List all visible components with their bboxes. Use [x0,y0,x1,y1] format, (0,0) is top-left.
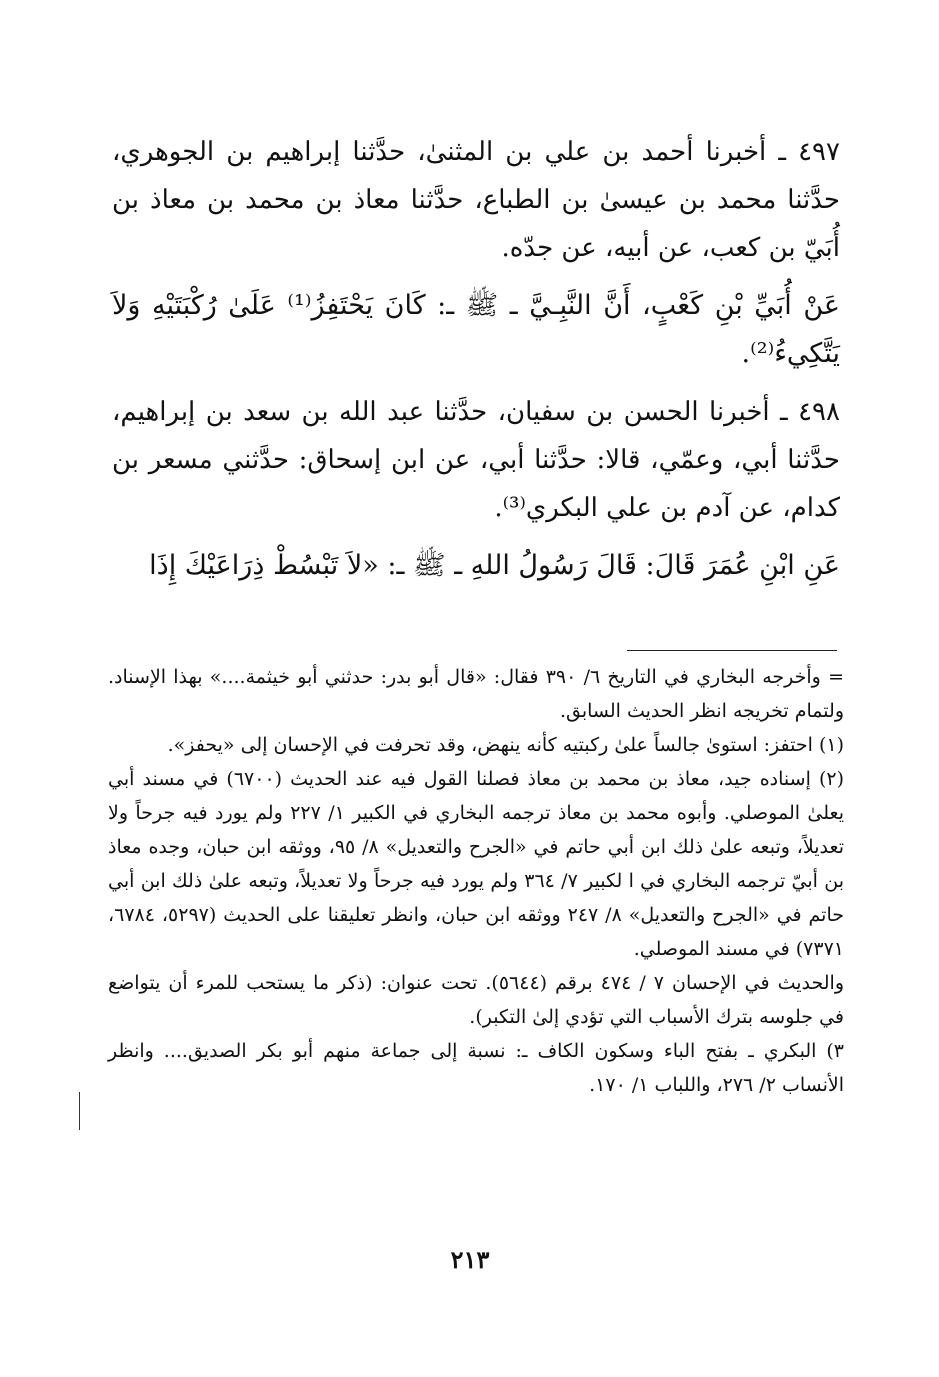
margin-mark [79,1092,80,1130]
footnote-1: (١) احتفز: استوىٰ جالساً علىٰ ركبتيه كأنه ينهض، وقد تحرفت في الإحسان إلى «يحفز». [167,734,844,756]
footnote-separator [627,650,837,651]
hadith-498-chain: ٤٩٨ ـ أخبرنا الحسن بن سفيان، حدَّثنا عبد الله بن سعد بن إبراهيم، حدَّثنا أبي، وعمّي، قالا: حدَّثنا أبي، عن ابن إسحاق: حدَّثني مسعر بن كدام، عن آدم بن علي البكري⁽³⁾. [112,397,840,523]
page-number: ٢١٣ [450,1245,490,1274]
hadith-498-text: عَنِ ابْنِ عُمَرَ قَالَ: قَالَ رَسُولُ اللهِ ـ ﷺ ـ: «لاَ تَبْسُطْ ذِرَاعَيْكَ إِذَا [149,550,840,581]
footnotes [108,660,844,1102]
footnote-2: (٢) إسناده جيد، معاذ بن محمد بن معاذ فصلنا القول فيه عند الحديث (٦٧٠٠) في مسند أبي يعلىٰ الموصلي. وأبوه محمد بن معاذ ترجمه البخاري في الكبير ١/ ٢٢٧ ولم يورد فيه جرحاً ولا تعديلاً، وتبعه علىٰ ذلك ابن أبي حاتم في «الجرح والتعديل» ٨/ ٩٥، ووثقه ابن حبان، وجده معاذ بن أبيّ ترجمه البخاري في ا لكبير ٧/ ٣٦٤ ولم يورد فيه جرحاً ولا تعديلاً، وتبعه علىٰ ذلك ابن أبي حاتم في «الجرح والتعديل» ٨/ ٢٤٧ ووثقه ابن حبان، وانظر تعليقنا على الحديث (٥٢٩٧، ٦٧٨٤، ٧٣٧١) في مسند الموصلي. [108,768,844,960]
hadith-497-text: عَنْ أُبَيِّ بْنِ كَعْبٍ، أَنَّ النَّبِـيَّ ـ ﷺ ـ: كَانَ يَحْتَفِزُ⁽¹⁾ عَلَىٰ رُكْبَتَيْهِ وَلاَ يَتَّكِيءُ⁽²⁾. [112,290,841,369]
footnote-continuation: = وأخرجه البخاري في التاريخ ٦/ ٣٩٠ فقال: «قال أبو بدر: حدثني أبو خيثمة....» بهذا الإسناد. ولتمام تخريجه انظر الحديث السابق. [108,666,845,722]
footnote-3: ٣) البكري ـ بفتح الباء وسكون الكاف ـ: نسبة إلى جماعة منهم أبو بكر الصديق.... وانظر الأنساب ٢/ ٢٧٦، واللباب ١/ ١٧٠. [108,1040,844,1096]
main-text [112,128,840,600]
hadith-497-chain: ٤٩٧ ـ أخبرنا أحمد بن علي بن المثنىٰ، حدَّثنا إبراهيم بن الجوهري، حدَّثنا محمد بن عيسىٰ بن الطباع، حدَّثنا معاذ بن محمد بن معاذ بن أُبَيّ بن كعب، عن أبيه، عن جدّه. [112,137,840,263]
footnote-2-continued: والحديث في الإحسان ٧ / ٤٧٤ برقم (٥٦٤٤). تحت عنوان: (ذكر ما يستحب للمرء أن يتواضع في جلوسه بترك الأسباب التي تؤدي إلىٰ التكبر). [108,972,844,1028]
